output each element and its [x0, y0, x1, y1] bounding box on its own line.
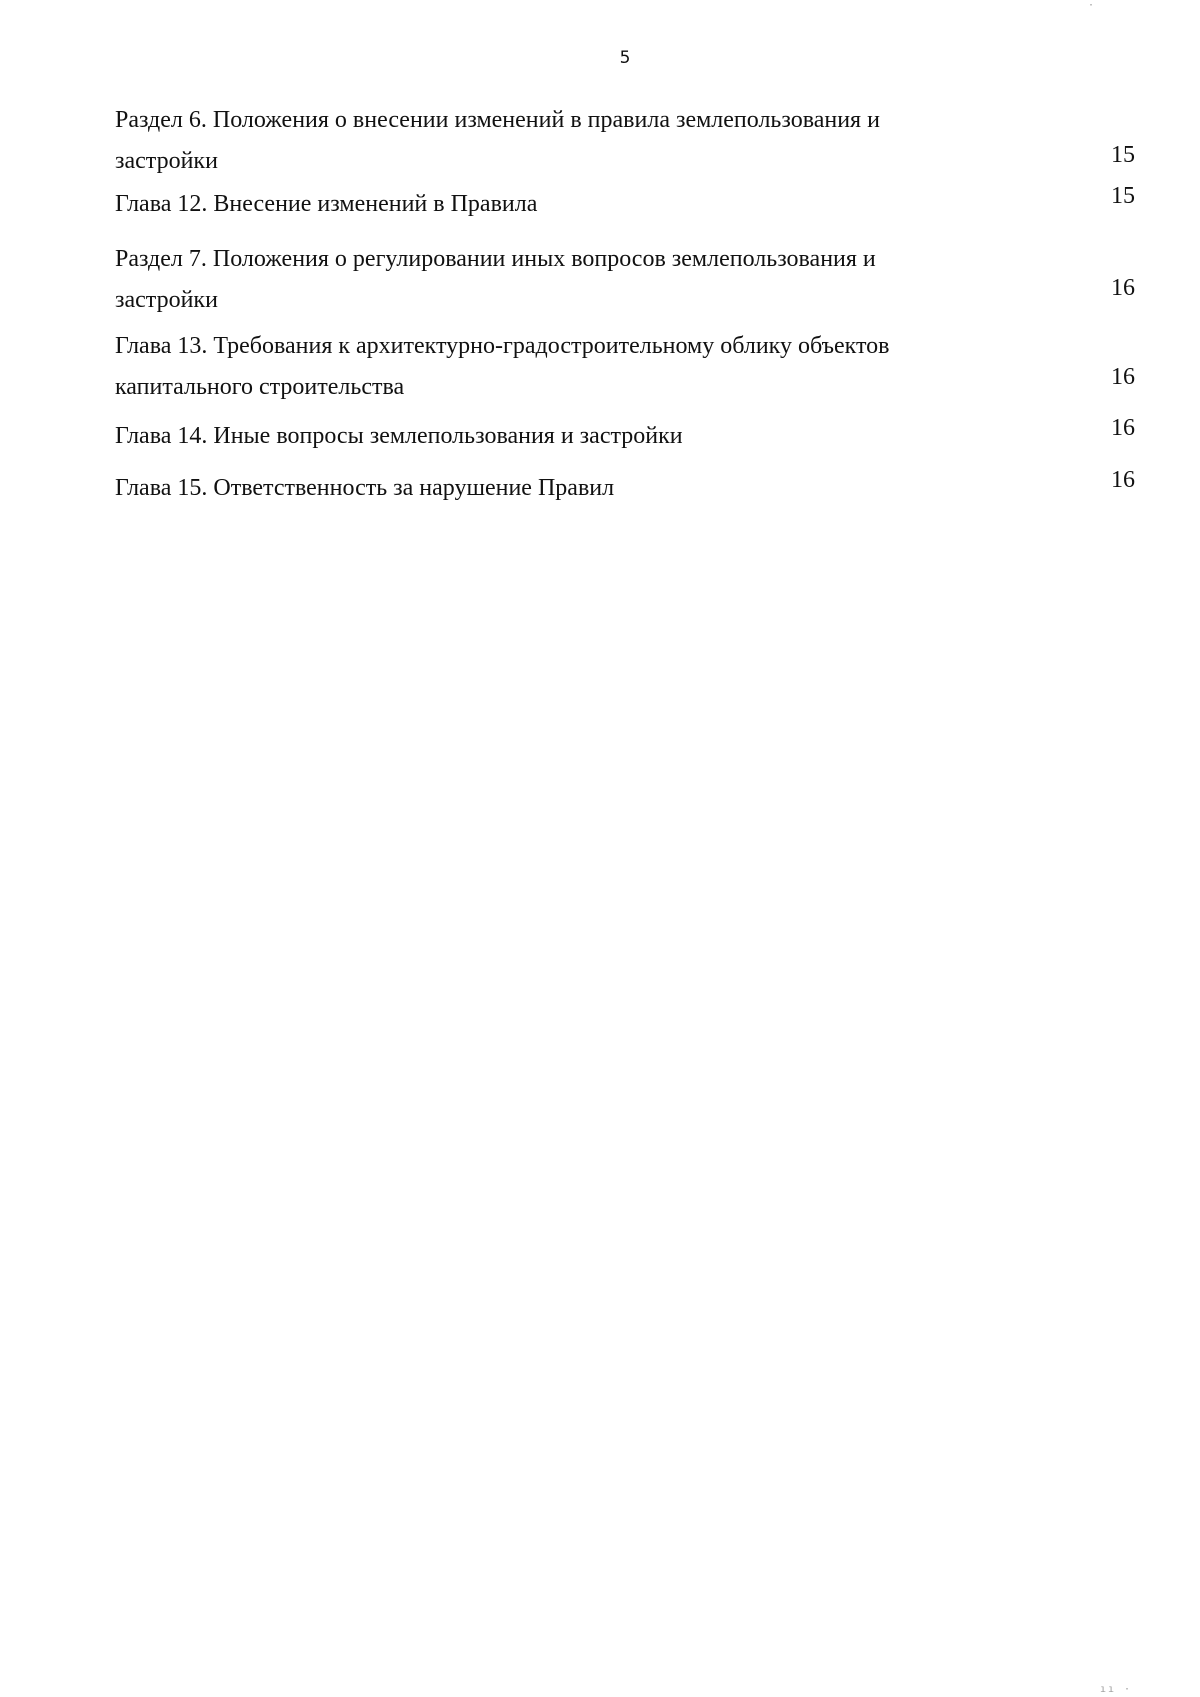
toc-entry-page: 15 — [1111, 183, 1135, 209]
toc-entry-title-line: застройки — [115, 287, 218, 313]
toc-entry-title — [115, 184, 1045, 225]
toc-entry-title — [115, 239, 1045, 321]
toc-entry-title-line: Глава 13. Требования к архитектурно-градостроительному облику объектов — [115, 333, 890, 359]
toc-entry-page: 15 — [1111, 142, 1135, 168]
toc-entry-page: 16 — [1111, 467, 1135, 493]
toc-entry-title — [115, 468, 1045, 509]
toc-entry-title-line: Глава 15. Ответственность за нарушение Правил — [115, 475, 615, 501]
toc-entry-page: 16 — [1111, 415, 1135, 441]
toc-entry-page: 16 — [1111, 364, 1135, 390]
page-number: 5 — [619, 48, 631, 68]
toc-entry-title-line: Глава 14. Иные вопросы землепользования и застройки — [115, 423, 683, 449]
toc-entry-title-line: Глава 12. Внесение изменений в Правила — [115, 191, 538, 217]
toc-entry-title-line: Раздел 7. Положения о регулировании иных вопросов землепользования и — [115, 246, 876, 272]
toc-entry-title-line: застройки — [115, 148, 218, 174]
scan-artifact-bottom-right: ıı · — [1100, 1684, 1133, 1695]
toc-entry-title — [115, 326, 1045, 408]
toc-entry-title-line: капитального строительства — [115, 374, 405, 400]
scan-artifact-top-right: · — [1088, 0, 1095, 11]
toc-entry-title-line: Раздел 6. Положения о внесении изменений в правила землепользования и — [115, 107, 880, 133]
toc-entry-title — [115, 416, 1045, 457]
toc-entry-title — [115, 100, 1045, 182]
toc-entry-page: 16 — [1111, 275, 1135, 301]
